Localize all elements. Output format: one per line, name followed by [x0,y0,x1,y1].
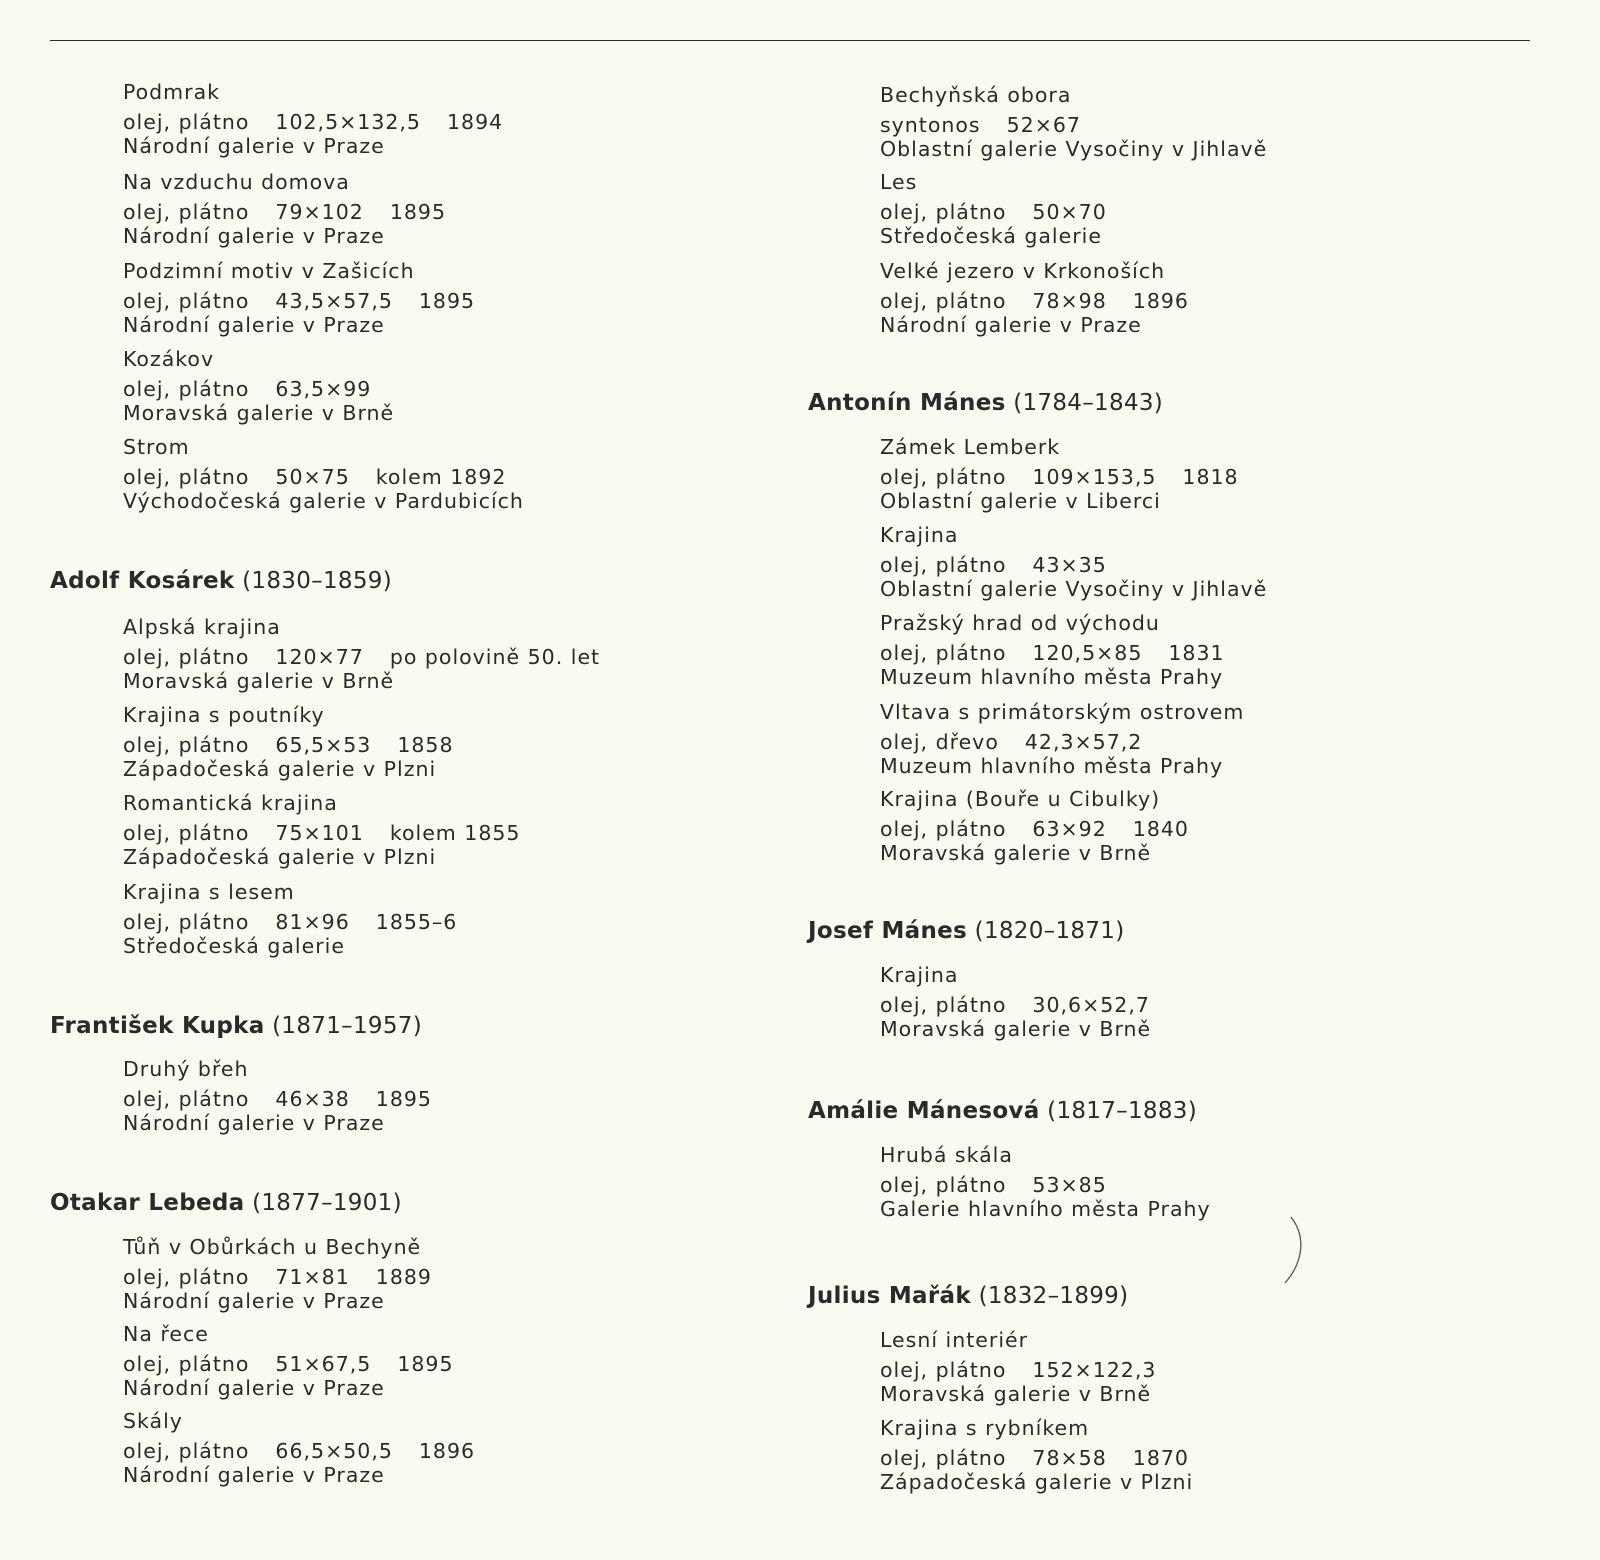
work-size: 78×58 [1032,1446,1107,1470]
catalog-entry [123,1322,454,1400]
artist-heading [50,1013,422,1039]
work-title: Pražský hrad od východu [880,611,1160,635]
work-size: 52×67 [1006,113,1081,137]
artist-heading [808,1283,1128,1309]
work-size: 43,5×57,5 [275,289,393,313]
work-medium: olej, plátno [880,553,1007,577]
work-size: 66,5×50,5 [275,1439,393,1463]
work-medium: olej, plátno [880,1173,1007,1197]
work-details [123,645,600,669]
work-medium: olej, plátno [880,641,1007,665]
work-medium: olej, plátno [123,200,250,224]
work-gallery: Středočeská galerie [123,934,345,958]
work-details [123,110,503,134]
work-size: 42,3×57,2 [1024,730,1143,754]
work-details [880,289,1189,313]
work-details [123,465,524,489]
work-medium: olej, plátno [880,1446,1007,1470]
work-size: 81×96 [275,910,350,934]
work-size: 120,5×85 [1032,641,1143,665]
work-details [880,641,1225,665]
work-size: 75×101 [275,821,364,845]
work-size: 120×77 [275,645,364,669]
work-gallery: Východočeská galerie v Pardubicích [123,489,524,513]
artist-heading [808,390,1163,416]
work-date: 1818 [1182,465,1239,489]
work-size: 30,6×52,7 [1032,993,1150,1017]
work-details [123,910,457,934]
work-medium: olej, plátno [123,289,250,313]
work-date: 1895 [418,289,476,313]
work-size: 43×35 [1032,553,1107,577]
catalog-entry [880,963,1151,1041]
work-size: 63,5×99 [275,377,372,401]
work-date: 1855–6 [375,910,458,934]
work-details [880,730,1244,754]
catalog-entry [880,611,1225,689]
work-details [880,993,1151,1017]
work-medium: olej, plátno [123,1439,250,1463]
work-title: Druhý břeh [123,1057,249,1081]
work-details [880,1173,1211,1197]
catalog-entry [880,259,1189,337]
artist-name: Otakar Lebeda [50,1190,245,1216]
work-medium: olej, plátno [880,817,1007,841]
work-details [880,1358,1156,1382]
work-size: 50×75 [275,465,350,489]
work-medium: olej, plátno [880,465,1007,489]
work-size: 71×81 [275,1265,350,1289]
work-date: 1895 [397,1352,454,1376]
work-medium: olej, plátno [123,733,250,757]
work-size: 53×85 [1032,1173,1107,1197]
work-gallery: Středočeská galerie [880,224,1102,248]
catalog-entry [123,791,520,869]
work-title: Na vzduchu domova [123,170,350,194]
catalog-entry [880,435,1239,513]
catalog-entry [123,1235,432,1313]
artist-name: Antonín Mánes [808,390,1006,416]
work-title: Krajina s lesem [123,880,295,904]
work-title: Les [880,170,918,194]
work-medium: olej, plátno [880,289,1007,313]
artist-years: (1830–1859) [242,568,392,594]
work-details [123,733,454,757]
work-details [123,377,394,401]
work-gallery: Národní galerie v Praze [123,224,385,248]
work-title: Tůň v Obůrkách u Bechyně [123,1235,422,1259]
work-gallery: Západočeská galerie v Plzni [123,845,437,869]
catalog-entry [123,1409,475,1487]
work-title: Bechyňská obora [880,83,1072,107]
catalog-entry [123,435,524,513]
work-details [123,289,475,313]
work-title: Velké jezero v Krkonoších [880,259,1166,283]
work-gallery: Moravská galerie v Brně [123,669,395,693]
work-gallery: Národní galerie v Praze [123,1289,385,1313]
artist-heading [808,918,1125,944]
work-gallery: Západočeská galerie v Plzni [880,1470,1194,1494]
top-rule [50,40,1530,41]
artist-heading [50,568,392,594]
work-title: Alpská krajina [123,615,281,639]
work-medium: olej, plátno [123,465,250,489]
work-size: 78×98 [1032,289,1107,313]
work-gallery: Oblastní galerie v Liberci [880,489,1161,513]
work-gallery: Moravská galerie v Brně [880,841,1152,865]
work-date: 1894 [446,110,504,134]
artist-years: (1832–1899) [978,1283,1129,1309]
work-title: Krajina s poutníky [123,703,325,727]
work-details [880,817,1189,841]
work-date: 1896 [1132,289,1189,313]
work-gallery: Muzeum hlavního města Prahy [880,665,1224,689]
artist-years: (1820–1871) [974,918,1125,944]
catalog-entry [123,347,394,425]
work-title: Zámek Lemberk [880,435,1061,459]
work-gallery: Národní galerie v Praze [880,313,1142,337]
catalog-entry [880,787,1189,865]
work-title: Podmrak [123,80,221,104]
artist-name: Adolf Kosárek [50,568,235,594]
artist-years: (1784–1843) [1013,390,1164,416]
work-size: 46×38 [275,1087,350,1111]
work-size: 152×122,3 [1032,1358,1157,1382]
work-gallery: Oblastní galerie Vysočiny v Jihlavě [880,137,1268,161]
work-date: 1895 [375,1087,432,1111]
work-size: 79×102 [275,200,364,224]
work-title: Lesní interiér [880,1328,1029,1352]
work-title: Krajina s rybníkem [880,1416,1090,1440]
work-medium: syntonos [880,113,981,137]
work-size: 50×70 [1032,200,1107,224]
work-details [880,113,1267,137]
catalog-entry [880,83,1267,161]
artist-name: František Kupka [50,1013,265,1039]
work-title: Na řece [123,1322,209,1346]
work-date: kolem 1892 [375,465,507,489]
work-size: 63×92 [1032,817,1107,841]
work-medium: olej, plátno [880,200,1007,224]
work-details [123,1352,454,1376]
work-gallery: Národní galerie v Praze [123,1376,385,1400]
work-gallery: Moravská galerie v Brně [123,401,395,425]
work-gallery: Galerie hlavního města Prahy [880,1197,1211,1221]
work-date: 1895 [389,200,446,224]
work-title: Vltava s primátorským ostrovem [880,700,1245,724]
artist-name: Amálie Mánesová [808,1098,1040,1124]
work-medium: olej, plátno [123,377,250,401]
catalog-entry [123,170,446,248]
artist-name: Julius Mařák [808,1283,971,1309]
work-details [123,1265,432,1289]
work-date: po polovině 50. let [389,645,601,669]
work-size: 51×67,5 [275,1352,372,1376]
work-medium: olej, plátno [880,993,1007,1017]
catalog-entry [880,1328,1156,1406]
work-gallery: Moravská galerie v Brně [880,1017,1152,1041]
work-size: 102,5×132,5 [275,110,421,134]
work-title: Hrubá skála [880,1143,1013,1167]
work-details [880,553,1267,577]
work-size: 65,5×53 [275,733,372,757]
work-gallery: Západočeská galerie v Plzni [123,757,437,781]
work-details [123,821,520,845]
catalog-entry [123,615,600,693]
catalog-entry [880,700,1244,778]
work-title: Krajina [880,523,959,547]
work-gallery: Moravská galerie v Brně [880,1382,1152,1406]
work-details [123,1087,432,1111]
work-details [123,1439,475,1463]
work-medium: olej, plátno [123,1352,250,1376]
work-gallery: Oblastní galerie Vysočiny v Jihlavě [880,577,1268,601]
work-medium: olej, plátno [880,1358,1007,1382]
artist-years: (1817–1883) [1047,1098,1197,1124]
artist-name: Josef Mánes [808,918,968,944]
catalog-entry [123,259,475,337]
work-medium: olej, plátno [123,910,250,934]
work-title: Podzimní motiv v Zašicích [123,259,415,283]
work-medium: olej, plátno [123,110,250,134]
catalog-entry [123,1057,432,1135]
work-date: 1896 [418,1439,476,1463]
work-details [880,1446,1193,1470]
work-date: 1870 [1132,1446,1189,1470]
work-title: Krajina [880,963,959,987]
work-gallery: Muzeum hlavního města Prahy [880,754,1224,778]
work-medium: olej, plátno [123,1087,250,1111]
work-details [880,200,1107,224]
catalog-entry [123,703,454,781]
catalog-entry [880,523,1267,601]
catalog-entry [880,1416,1193,1494]
catalog-entry [880,170,1107,248]
artist-heading [808,1098,1197,1124]
work-title: Skály [123,1409,183,1433]
catalog-entry [123,80,503,158]
work-gallery: Národní galerie v Praze [123,313,385,337]
pencil-mark-icon [1283,1215,1313,1285]
artist-heading [50,1190,402,1216]
artist-years: (1871–1957) [272,1013,422,1039]
work-medium: olej, plátno [123,1265,250,1289]
work-title: Kozákov [123,347,215,371]
work-date: 1858 [397,733,454,757]
work-title: Krajina (Bouře u Cibulky) [880,787,1161,811]
work-date: kolem 1855 [389,821,521,845]
work-date: 1831 [1168,641,1225,665]
work-details [123,200,446,224]
work-medium: olej, plátno [123,821,250,845]
work-gallery: Národní galerie v Praze [123,1463,385,1487]
work-size: 109×153,5 [1032,465,1157,489]
work-gallery: Národní galerie v Praze [123,134,385,158]
catalog-entry [123,880,457,958]
work-gallery: Národní galerie v Praze [123,1111,385,1135]
work-title: Strom [123,435,190,459]
work-title: Romantická krajina [123,791,338,815]
catalog-entry [880,1143,1211,1221]
work-details [880,465,1239,489]
work-medium: olej, dřevo [880,730,999,754]
artist-years: (1877–1901) [252,1190,402,1216]
work-medium: olej, plátno [123,645,250,669]
work-date: 1889 [375,1265,432,1289]
work-date: 1840 [1132,817,1189,841]
